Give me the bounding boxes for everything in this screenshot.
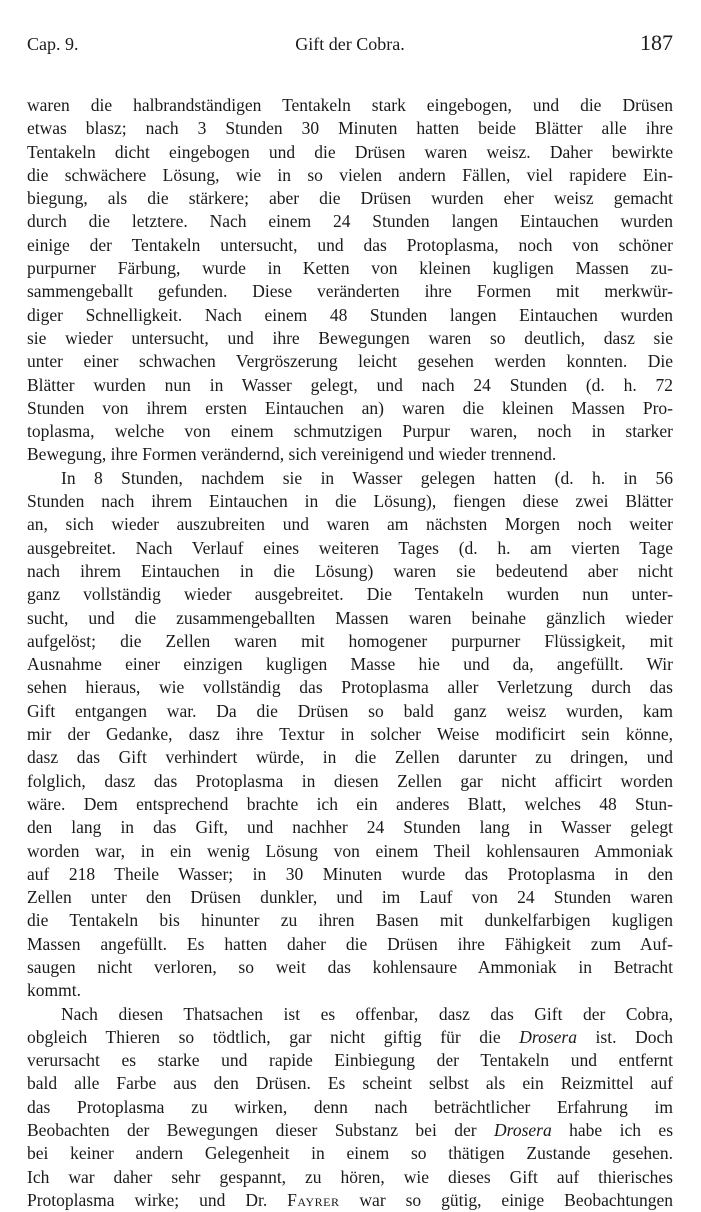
text-line: etwas blasz; nach 3 Stunden 30 Minuten hatten beide Blätter alle ihre	[27, 118, 673, 139]
genus-name: Drosera	[519, 1026, 577, 1047]
text-line: die Tentakeln bis hinunter zu ihren Basen mit dunkelfarbigen kugligen	[27, 910, 673, 931]
text-line: Ausnahme einer einzigen kugligen Masse hie und da, angefüllt. Wir	[27, 654, 673, 675]
text-line	[27, 1026, 673, 1049]
text-line: saugen nicht verloren, so weit das kohlensaure Ammoniak in Betracht	[27, 956, 673, 977]
text-line: biegung, als die stärkere; aber die Drüsen wurden eher weisz gemacht	[27, 188, 673, 209]
text-line: bei keiner andern Gelegenheit in einem so thätigen Zustande gesehen.	[27, 1143, 673, 1164]
book-page	[27, 28, 673, 1212]
text-line: das Protoplasma zu wirken, denn nach beträchtlicher Erfahrung im	[27, 1096, 673, 1117]
text-line: Gift entgangen war. Da die Drüsen so bald ganz weisz wurden, kam	[27, 700, 673, 721]
text-line: ausgebreitet. Nach Verlauf eines weiteren Tages (d. h. am vierten Tage	[27, 537, 673, 558]
text-line: Massen angefüllt. Es hatten daher die Drüsen ihre Fähigkeit zum Auf-	[27, 933, 673, 954]
text-line: Ich war daher sehr gespannt, zu hören, wie dieses Gift auf thierisches	[27, 1166, 673, 1187]
page-number: 187	[640, 30, 673, 55]
text-line: dasz das Gift verhindert würde, in die Zellen darunter zu dringen, und	[27, 747, 673, 768]
text-line: durch die letztere. Nach einem 24 Stunden langen Eintauchen wurden	[27, 211, 673, 232]
text-line: folglich, dasz das Protoplasma in diesen Zellen gar nicht afficirt worden	[27, 770, 673, 791]
chapter-label: Cap. 9.	[27, 34, 79, 54]
text-line: Stunden nach ihrem Eintauchen in die Lösung), fiengen diese zwei Blätter	[27, 491, 673, 512]
text-segment: war so gütig, einige Beobachtungen	[339, 1189, 673, 1210]
text-line: worden war, in ein wenig Lösung von einem Theil kohlensauren Ammoniak	[27, 840, 673, 861]
author-name: Fayrer	[287, 1189, 340, 1210]
text-line: ganz vollständig wieder ausgebreitet. Die Tentakeln wurden nun unter-	[27, 584, 673, 605]
text-line: waren die halbrandständigen Tentakeln stark eingebogen, und die Drüsen	[27, 95, 673, 115]
text-line: den lang in das Gift, und nachher 24 Stunden lang in Wasser gelegt	[27, 817, 673, 838]
text-line	[27, 1189, 673, 1212]
text-segment: obgleich Thieren so tödtlich, gar nicht giftig für die	[27, 1026, 520, 1047]
text-line: unter einer schwachen Vergröszerung leicht gesehen werden konnten. Die	[27, 351, 673, 372]
text-line	[27, 1119, 673, 1142]
text-segment: Beobachten der Bewegungen dieser Substanz bei der	[27, 1120, 495, 1141]
text-line: die schwächere Lösung, wie in so vielen andern Fällen, viel rapidere Ein-	[27, 164, 673, 185]
text-line: einige der Tentakeln untersucht, und das Protoplasma, noch von schöner	[27, 234, 673, 255]
text-line: sammengeballt gefunden. Diese veränderten ihre Formen mit merkwür-	[27, 281, 673, 302]
text-line: an, sich wieder auszubreiten und waren am nächsten Morgen noch weiter	[27, 514, 673, 535]
text-line: Blätter wurden nun in Wasser gelegt, und nach 24 Stunden (d. h. 72	[27, 374, 673, 395]
text-segment: habe ich es	[551, 1120, 673, 1141]
text-line: toplasma, welche von einem schmutzigen Purpur waren, noch in starker	[27, 421, 673, 442]
text-line: mir der Gedanke, dasz ihre Textur in solcher Weise modificirt sein könne,	[27, 724, 673, 745]
running-head	[27, 28, 673, 58]
text-line: Zellen unter den Drüsen dunkler, und im Lauf von 24 Stunden waren	[27, 887, 673, 908]
text-line: Bewegung, ihre Formen verändernd, sich vereinigend und wieder trennend.	[27, 444, 557, 465]
text-line: bald alle Farbe aus den Drüsen. Es scheint selbst als ein Reizmittel auf	[27, 1073, 673, 1094]
text-line: Nach diesen Thatsachen ist es offenbar, dasz das Gift der Cobra,	[61, 1003, 673, 1024]
text-line: diger Schnelligkeit. Nach einem 48 Stunden langen Eintauchen wurden	[27, 304, 673, 325]
text-line: verursacht es starke und rapide Einbiegung der Tentakeln und entfernt	[27, 1050, 673, 1071]
text-line: Stunden von ihrem ersten Eintauchen an) waren die kleinen Massen Pro-	[27, 397, 673, 418]
text-line: sehen hieraus, wie vollständig das Protoplasma aller Verletzung durch das	[27, 677, 673, 698]
text-line: Tentakeln dicht eingebogen und die Drüsen waren weisz. Daher bewirkte	[27, 141, 673, 162]
text-segment: ist. Doch	[576, 1026, 673, 1047]
text-line: aufgelöst; die Zellen waren mit homogener purpurner Flüssigkeit, mit	[27, 630, 673, 651]
genus-name: Drosera	[494, 1120, 552, 1141]
text-segment: Protoplasma wirke; und Dr.	[27, 1189, 288, 1210]
text-line: purpurner Färbung, wurde in Ketten von kleinen kugligen Massen zu-	[27, 258, 673, 279]
text-line: nach ihrem Eintauchen in die Lösung) waren sie bedeutend aber nicht	[27, 560, 673, 581]
text-line: In 8 Stunden, nachdem sie in Wasser gelegen hatten (d. h. in 56	[61, 467, 673, 488]
running-title: Gift der Cobra.	[295, 34, 405, 54]
text-line: kommt.	[27, 980, 81, 1001]
text-line: sie wieder untersucht, und ihre Bewegungen waren so deutlich, dasz sie	[27, 327, 673, 348]
text-line: auf 218 Theile Wasser; in 30 Minuten wurde das Protoplasma in den	[27, 863, 673, 884]
text-line: sucht, und die zusammengeballten Massen waren beinahe gänzlich wieder	[27, 607, 673, 628]
text-line: wäre. Dem entsprechend brachte ich ein anderes Blatt, welches 48 Stun-	[27, 793, 673, 814]
body-text	[27, 94, 673, 1212]
